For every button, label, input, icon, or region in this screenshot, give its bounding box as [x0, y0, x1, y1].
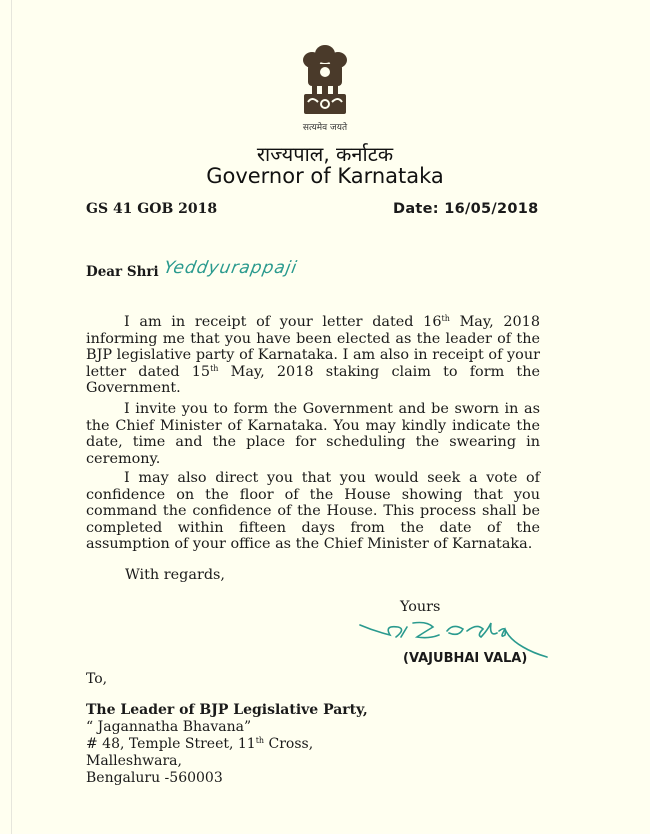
body-paragraph-1 — [86, 314, 540, 397]
recipient-name: The Leader of BJP Legislative Party, — [86, 702, 368, 718]
reference-number: GS 41 GOB 2018 — [86, 201, 218, 217]
closing-yours: Yours — [400, 599, 441, 615]
salutation: Dear Shri — [86, 264, 159, 280]
letter-date: Date: 16/05/2018 — [393, 201, 539, 217]
closing-regards: With regards, — [125, 567, 226, 583]
street-text-b: Cross, — [264, 736, 314, 752]
page-edge — [11, 0, 12, 834]
recipient-city: Bengaluru -560003 — [86, 770, 223, 786]
recipient-building: “ Jagannatha Bhavana” — [86, 719, 252, 735]
street-sup: th — [255, 736, 265, 745]
to-label: To, — [86, 671, 108, 687]
recipient-address — [86, 702, 368, 787]
signer-name: (VAJUBHAI VALA) — [403, 651, 528, 666]
para1-text-a: I am in receipt of your letter dated 16 — [124, 314, 442, 330]
body-paragraph-2: I invite you to form the Government and be sworn in as the Chief Minister of Karnataka. You may kindly indicate the date, time and the place for scheduling the swearing in ceremony. — [86, 401, 540, 467]
handwritten-addressee-name: Yeddyurappaji — [162, 258, 300, 278]
letterhead-title-hindi: राज्यपाल, कर्नाटक — [256, 142, 394, 166]
para1-sup-a: th — [441, 314, 450, 323]
para1-text-b: May, 2018 informing me that you have been elected as the leader of the BJP legislative party of Karnataka. I am also in receipt of your letter dated 15 — [86, 314, 540, 380]
national-emblem-icon — [292, 40, 358, 120]
recipient-street — [86, 736, 368, 753]
body-paragraph-3: I may also direct you that you would seek a vote of confidence on the floor of the House showing that you command the confidence of the House. This process shall be completed within fifteen days from the date of the assumption of your office as the Chief Minister of Karnataka. — [86, 470, 540, 552]
letterhead-title-english: Governor of Karnataka — [206, 164, 444, 188]
para1-text-c: May, 2018 staking claim to form the Government. — [86, 363, 540, 396]
emblem-motto: सत्यमेव जयते — [302, 123, 348, 133]
recipient-locality: Malleshwara, — [86, 753, 182, 769]
street-text-a: # 48, Temple Street, 11 — [86, 736, 256, 752]
para1-sup-b: th — [210, 363, 219, 373]
